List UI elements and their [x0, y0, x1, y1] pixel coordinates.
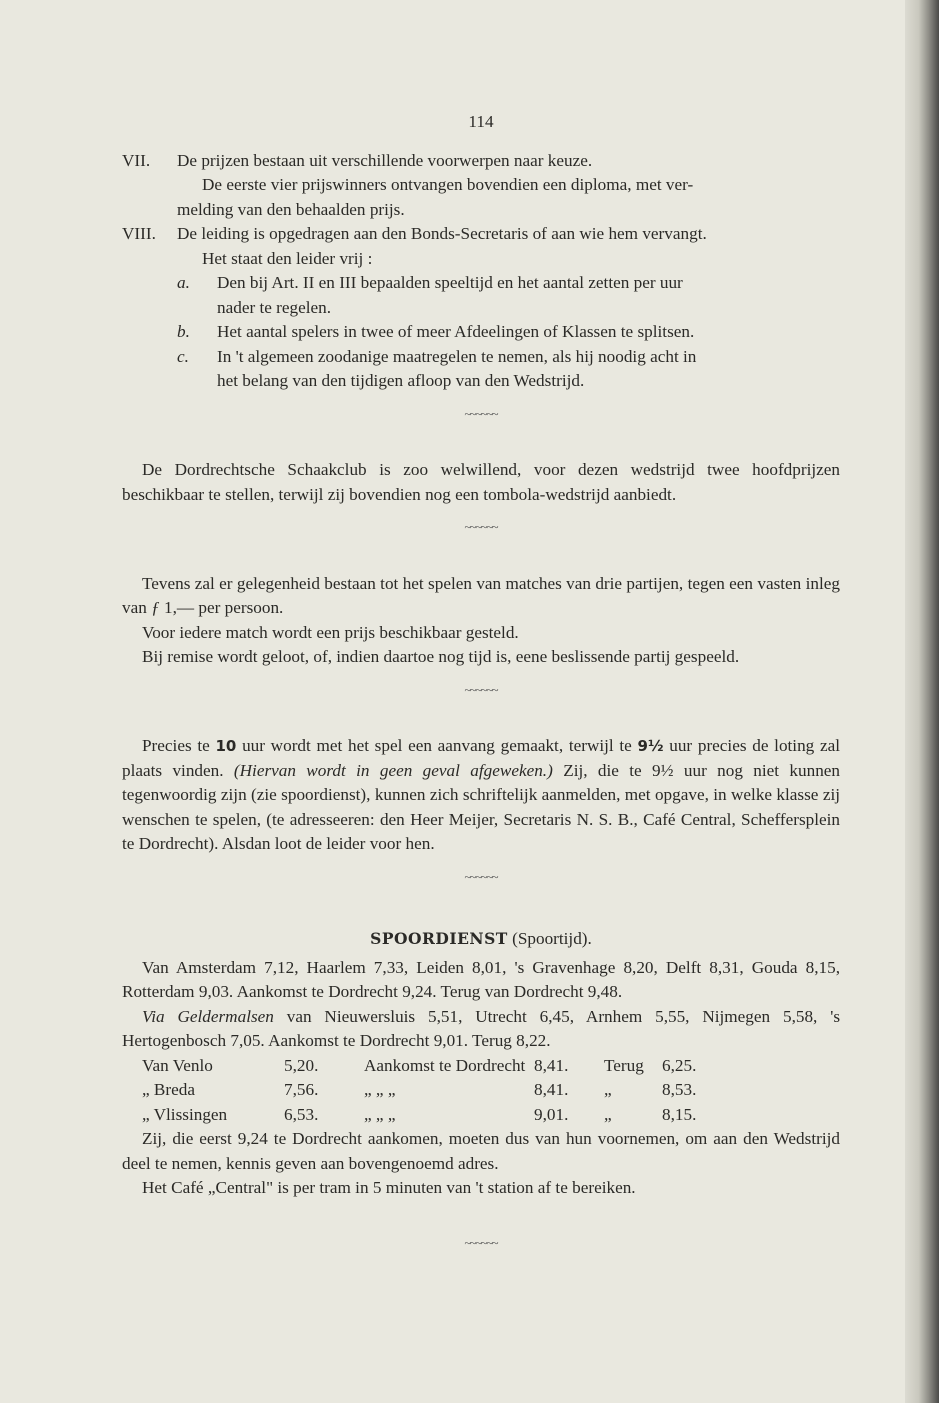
paragraph-remise: Bij remise wordt geloot, of, indien daartoe nog tijd is, eene beslissende partij gespeeld.: [142, 647, 740, 666]
article-line: De prijzen bestaan uit verschillende voorwerpen naar keuze.: [177, 150, 593, 170]
item-text: het belang van den tijdigen afloop van den Wedstrijd.: [217, 371, 585, 390]
rail-paragraph: Van Amsterdam 7,12, Haarlem 7,33, Leiden 8,01, 's Gravenhage 8,20, Delft 8,31, Gouda 8,15, Rotterdam 9,03. Aankomst te Dordrecht 9,24. Terug van Dordrecht 9,48.: [122, 957, 840, 1001]
table-row: „ Breda 7,56. „ „ „ 8,41. „ 8,53.: [142, 1080, 697, 1099]
article-text: De eerste vier prijswinners ontvangen bovendien een diploma, met ver-: [202, 175, 694, 194]
article-text: Het staat den leider vrij :: [202, 248, 373, 268]
item-letter: a.: [177, 273, 190, 292]
ornament-divider: ~~~~~~: [464, 682, 498, 697]
article-viii: [122, 222, 840, 247]
item-letter: c.: [177, 346, 189, 366]
article-vii: [122, 149, 840, 174]
paragraph-start-time: Precies te 10 uur wordt met het spel een aanvang gemaakt, terwijl te 9½ uur precies de loting zal plaats vinden. (Hiervan wordt in geen geval afgeweken.) Zij, die te 9½ uur nog niet kunnen tegenwoordig zijn (zie spoordienst), kunnen zich schriftelijk aanmelden, met opgave, in welke klasse zij wenschen te spelen, (te adresseeren: den Heer Meijer, Secretaris N. S. B., Café Central, Scheffersplein te Dordrecht). Alsdan loot de leider voor hen.: [122, 736, 841, 853]
item-text: Het aantal spelers in twee of meer Afdeelingen of Klassen te splitsen.: [217, 322, 695, 341]
table-row: Van Venlo 5,20. Aankomst te Dordrecht 8,41. Terug 6,25.: [142, 1055, 697, 1075]
list-item-c: [122, 345, 840, 394]
document-page: [122, 110, 840, 1265]
ornament-divider: ~~~~~~: [464, 520, 498, 534]
rail-paragraph: Zij, die eerst 9,24 te Dordrecht aankomen, moeten dus van hun voornemen, om aan den Wedstrijd deel te nemen, kennis geven aan bovengenoemd adres.: [122, 1129, 840, 1173]
rail-paragraph: Via Geldermalsen van Nieuwersluis 5,51, Utrecht 6,45, Arnhem 5,55, Nijmegen 5,58, 's Hertogenbosch 7,05. Aankomst te Dordrecht 9,01. Terug 8,22.: [122, 1006, 841, 1050]
paragraph-prize: Voor iedere match wordt een prijs beschikbaar gesteld.: [142, 622, 519, 642]
item-letter: b.: [177, 322, 190, 341]
timetable: [122, 1054, 840, 1128]
ornament-divider: ~~~~~~: [464, 869, 498, 884]
page-number: 114: [468, 112, 494, 131]
rail-paragraph: Het Café „Central" is per tram in 5 minuten van 't station af te bereiken.: [142, 1178, 636, 1197]
paragraph-matches: Tevens zal er gelegenheid bestaan tot het spelen van matches van drie partijen, tegen een vasten inleg van ƒ 1,— per persoon.: [122, 573, 840, 617]
article-text: melding van den behaalden prijs.: [177, 199, 405, 219]
page-edge-shadow: [905, 0, 939, 1403]
item-text: Den bij Art. II en III bepaalden speeltijd en het aantal zetten per uur: [217, 273, 683, 292]
article-number: VII.: [122, 150, 151, 170]
paragraph-schaakclub: De Dordrechtsche Schaakclub is zoo welwillend, voor dezen wedstrijd twee hoofdprijzen beschikbaar te stellen, terwijl zij bovendien nog een tombola-wedstrijd aanbiedt.: [122, 460, 840, 504]
ornament-divider: ~~~~~~: [464, 406, 498, 421]
item-text: In 't algemeen zoodanige maatregelen te nemen, als hij noodig acht in: [217, 346, 697, 366]
list-item-a: [122, 271, 840, 320]
item-text: nader te regelen.: [217, 297, 332, 317]
article-line: De leiding is opgedragen aan den Bonds-Secretaris of aan wie hem vervangt.: [177, 224, 707, 243]
ornament-divider: ~~~~~~: [464, 1235, 498, 1250]
section-heading: SPOORDIENST (Spoortijd).: [370, 929, 592, 948]
article-number: VIII.: [122, 224, 156, 243]
table-row: „ Vlissingen 6,53. „ „ „ 9,01. „ 8,15.: [142, 1104, 697, 1124]
list-item-b: [122, 320, 840, 345]
